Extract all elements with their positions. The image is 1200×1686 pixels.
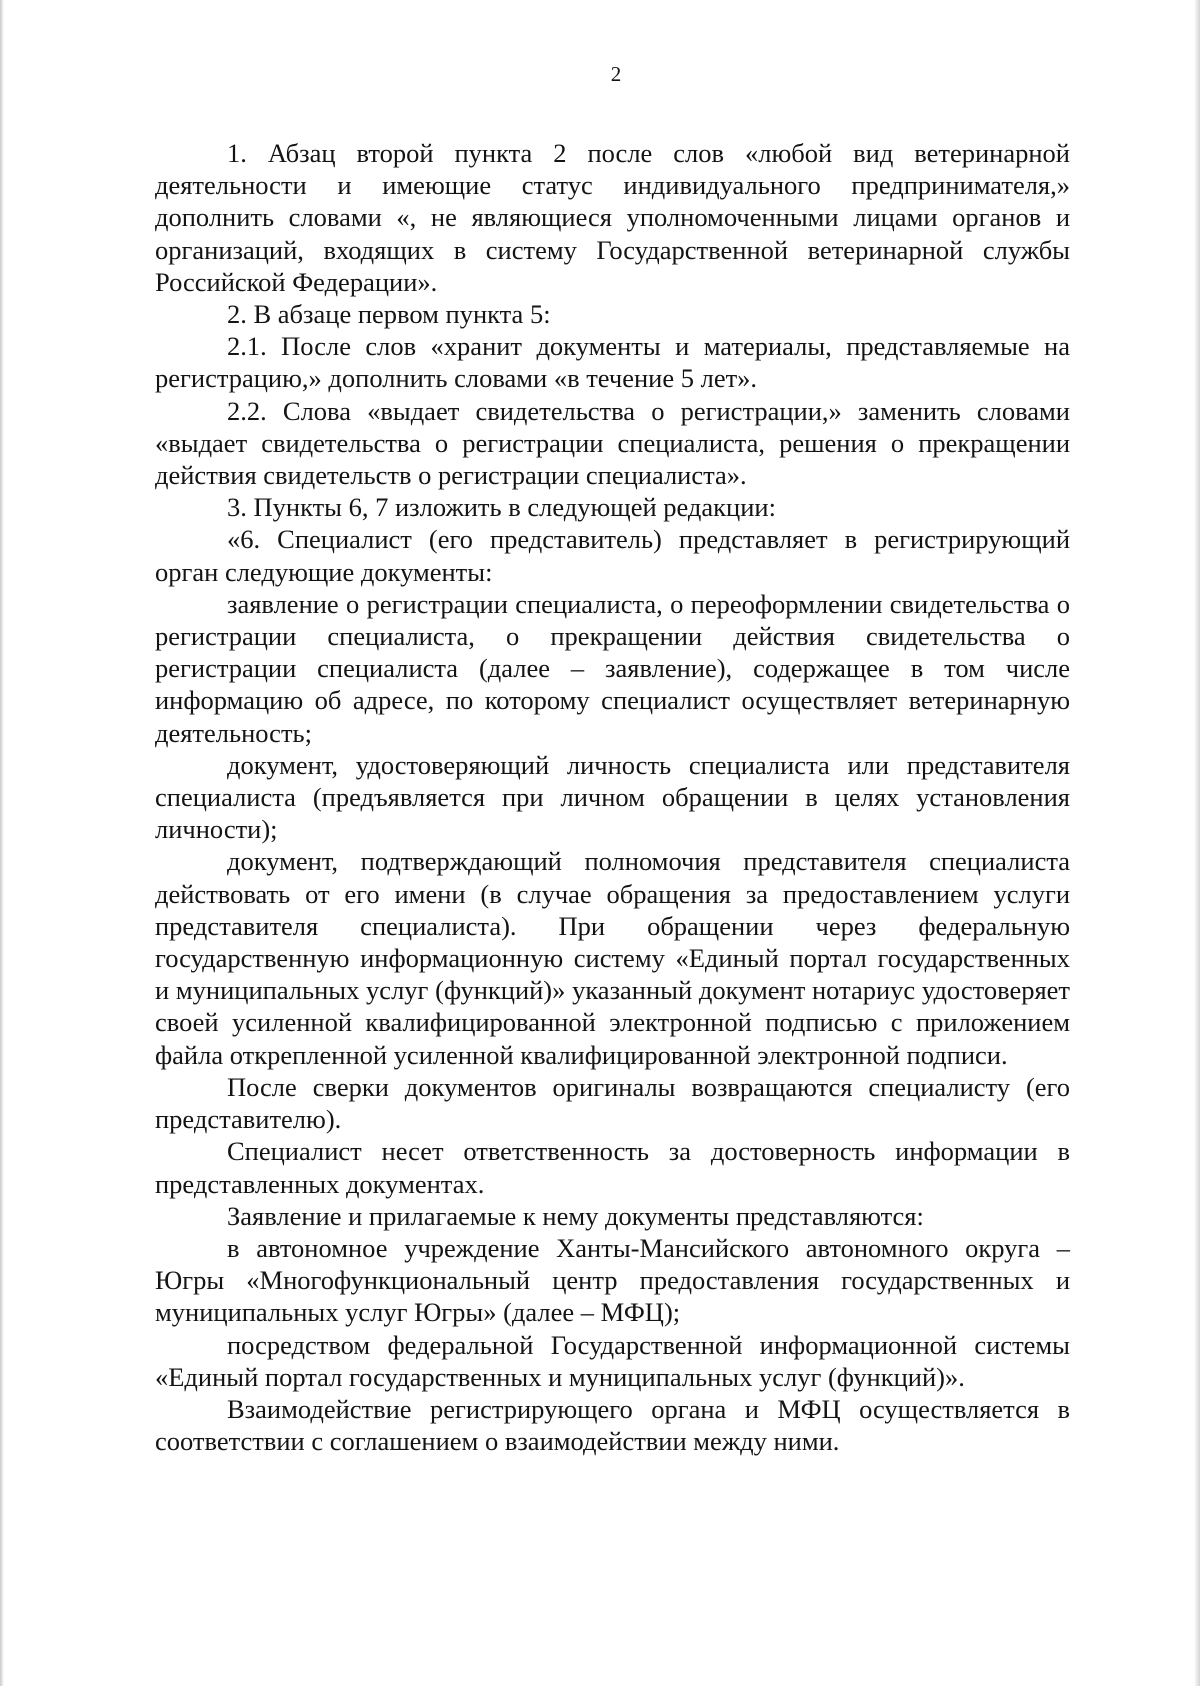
paragraph-submission-mfc: в автономное учреждение Ханты-Мансийского автономного округа – Югры «Многофункциональный центр предоставления государственных и муниципальных услуг Югры» (далее – МФЦ);: [155, 1232, 1070, 1328]
paragraph-amendment-2-2: 2.2. Слова «выдает свидетельства о регистрации,» заменить словами «выдает свидетельства о регистрации специалиста, решения о прекращении действия свидетельств о регистрации специалиста».: [155, 395, 1070, 491]
paragraph-identity-document: документ, удостоверяющий личность специалиста или представителя специалиста (предъявляется при личном обращении в целях установления личности);: [155, 749, 1070, 845]
paragraph-amendment-3: 3. Пункты 6, 7 изложить в следующей редакции:: [227, 492, 776, 523]
paragraph-submission-portal: посредством федеральной Государственной информационной системы «Единый портал государственных и муниципальных услуг (функций)».: [155, 1329, 1070, 1392]
paragraph-submission-intro: Заявление и прилагаемые к нему документы представляются:: [227, 1200, 924, 1231]
page-number: 2: [610, 62, 622, 86]
paragraph-originals-returned: После сверки документов оригиналы возвращаются специалисту (его представителю).: [155, 1071, 1070, 1135]
paragraph-amendment-2: 2. В абзаце первом пункта 5:: [227, 299, 551, 330]
paragraph-application: заявление о регистрации специалиста, о переоформлении свидетельства о регистрации специалиста, о прекращении действия свидетельства о регистрации специалиста (далее – заявление), содержащее в том числе информацию об адресе, по которому специалист осуществляет ветеринарную деятельность;: [155, 588, 1070, 748]
paragraph-interaction: Взаимодействие регистрирующего органа и МФЦ осуществляется в соответствии с соглашением о взаимодействии между ними.: [155, 1393, 1070, 1457]
paragraph-responsibility: Специалист несет ответственность за достоверность информации в представленных документах.: [155, 1136, 1070, 1199]
document-body: [155, 137, 1070, 1457]
scan-edge-right: [1194, 0, 1200, 1686]
paragraph-amendment-1: 1. Абзац второй пункта 2 после слов «любой вид ветеринарной деятельности и имеющие статус индивидуального предпринимателя,» дополнить словами «, не являющиеся уполномоченными лицами органов и организаций, входящих в систему Государственной ветеринарной службы Российской Федерации».: [155, 138, 1070, 297]
paragraph-authority-document: документ, подтверждающий полномочия представителя специалиста действовать от его имени (в случае обращения за предоставлением услуги представителя специалиста). При обращении через федеральную государственную информационную систему «Единый портал государственных и муниципальных услуг (функций)» указанный документ нотариус удостоверяет своей усиленной квалифицированной электронной подписью с приложением файла открепленной усиленной квалифицированной электронной подписи.: [155, 846, 1070, 1070]
paragraph-item-6-intro: «6. Специалист (его представитель) представляет в регистрирующий орган следующие документы:: [155, 524, 1070, 587]
scan-edge-left: [0, 0, 4, 1686]
paragraph-amendment-2-1: 2.1. После слов «хранит документы и материалы, представляемые на регистрацию,» дополнить словами «в течение 5 лет».: [155, 331, 1070, 394]
